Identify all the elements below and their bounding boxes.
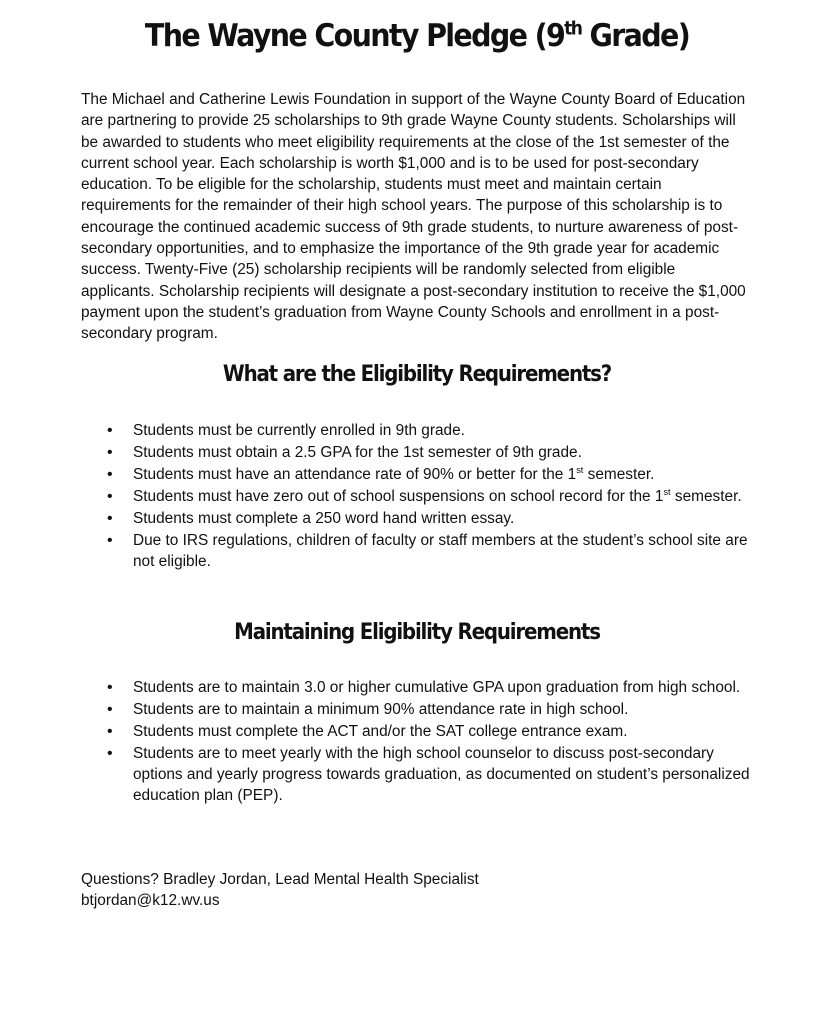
contact-line: Questions? Bradley Jordan, Lead Mental Health Specialist — [81, 871, 479, 888]
contact-email: btjordan@k12.wv.us — [81, 892, 220, 909]
eligibility-item — [0, 464, 753, 485]
page-title — [33, 18, 800, 54]
contact-block — [81, 869, 753, 911]
maintaining-item: • Students are to meet yearly with the high school counselor to discuss post-secondary options and yearly progress towards graduation, as documented on student’s personalized education plan (PEP). — [0, 743, 753, 806]
maintaining-heading: Maintaining Eligibility Requirements — [234, 620, 600, 645]
intro-paragraph: The Michael and Catherine Lewis Foundation in support of the Wayne County Board of Education are partnering to provide 25 scholarships to 9th grade Wayne County students. Scholarships will be awarded to students who meet eligibility requirements at the close of the 1st semester of the current school year. Each scholarship is worth $1,000 and is to be used for post-secondary education. To be eligible for the scholarship, students must meet and maintain certain requirements for the remainder of their high school years. The purpose of this scholarship is to encourage the continued academic success of 9th grade students, to nurture awareness of post-secondary opportunities, and to emphasize the importance of the 9th grade year for academic success. Twenty-Five (25) scholarship recipients will be randomly selected from eligible applicants. Scholarship recipients will designate a post-secondary institution to receive the $1,000 payment upon the student’s graduation from Wayne County Schools and enrollment in a post-secondary program. — [81, 91, 746, 343]
eligibility-item: • Due to IRS regulations, children of faculty or staff members at the student’s school site are not eligible. — [0, 530, 753, 572]
maintaining-item: • Students are to maintain 3.0 or higher cumulative GPA upon graduation from high school. — [0, 677, 753, 698]
eligibility-item-text: Students must have an attendance rate of 90% or better for the 1 — [133, 466, 577, 483]
eligibility-item-superscript: st — [663, 486, 671, 497]
eligibility-item-text: Students must have zero out of school suspensions on school record for the 1 — [133, 488, 664, 505]
maintaining-item: • Students are to maintain a minimum 90% attendance rate in high school. — [0, 699, 753, 720]
maintaining-item: • Students must complete the ACT and/or the SAT college entrance exam. — [0, 721, 753, 742]
eligibility-item: • Students must be currently enrolled in 9th grade. — [0, 420, 753, 441]
eligibility-item-text: semester. — [583, 466, 655, 483]
eligibility-item-superscript: st — [576, 464, 584, 475]
eligibility-item: • Students must complete a 250 word hand written essay. — [0, 508, 753, 529]
title-suffix: Grade) — [581, 18, 690, 54]
eligibility-item: • Students must obtain a 2.5 GPA for the 1st semester of 9th grade. — [0, 442, 753, 463]
eligibility-heading: What are the Eligibility Requirements? — [222, 362, 612, 387]
eligibility-item — [0, 486, 753, 507]
maintaining-list — [0, 677, 753, 807]
title-superscript: th — [564, 18, 582, 40]
eligibility-list — [0, 420, 753, 573]
title-prefix: The Wayne County Pledge (9 — [144, 18, 565, 54]
eligibility-item-text: semester. — [670, 488, 742, 505]
